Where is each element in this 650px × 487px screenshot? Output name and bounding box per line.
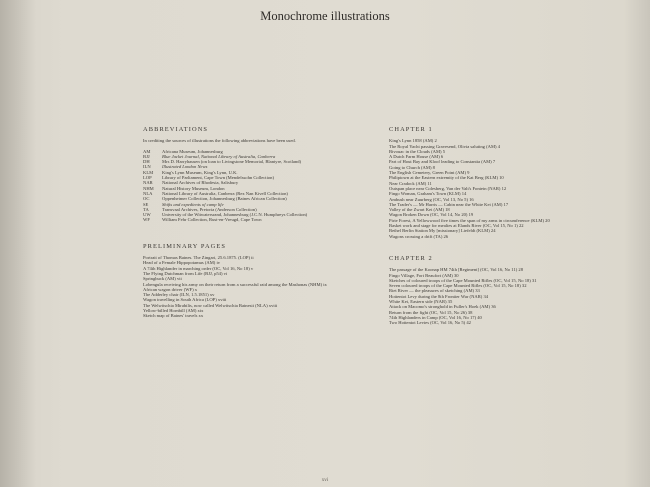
illustration-entry: Springbuck (AM) vii: [143, 276, 182, 282]
illustration-entry: Lobengula receiving his army on their return from a successful raid among the Mashonas (NHM) ix: [143, 281, 327, 287]
chapter-2-list: [389, 267, 639, 325]
abbreviations-intro: In crediting the sources of illustrations the following abbreviations have been used.: [143, 138, 296, 144]
abbreviation-code: NHM: [143, 185, 154, 191]
abbreviation-code: ILN: [143, 164, 151, 170]
abbreviation-code: WF: [143, 217, 150, 223]
abbreviation-description: Oppenheimer Collection, Johannesburg (Baines African Collection): [162, 196, 287, 202]
illustration-entry: Yellow-billed Hornbill (AM) xix: [143, 308, 204, 314]
right-column: [389, 127, 639, 326]
abbreviations-heading: ABBREVIATIONS: [143, 126, 209, 133]
illustration-entry: Portrait of Thomas Baines. The Zingari, 25.6.1875. (LOP) ii: [143, 255, 254, 261]
abbreviation-description: Mrs D. Harryhausen (on loan to Livingstone Memorial, Blantyre, Scotland): [162, 159, 302, 165]
illustration-entry: Hottentot Levy during the 8th Frontier War (NAR) 34: [389, 293, 489, 299]
abbreviation-description: National Library of Australia, Canberra (Rex Nan Kivell Collection): [162, 190, 288, 196]
illustration-entry: White Kei, Eastern side (NAR) 35: [389, 299, 453, 305]
illustration-entry: King's Lynn 1858 (AM) 2: [389, 138, 437, 144]
illustration-entry: Seven coloured troops of the Cape Mounted Rifles (OC, Vol 15, No 18) 32: [389, 283, 527, 289]
illustration-entry: African wagon driver (WF) x: [143, 286, 198, 292]
abbreviation-code: DH: [143, 159, 150, 165]
abbreviation-description: Blue Jacket Journal, National Library of Australia, Canberra: [162, 153, 276, 159]
page-number: xvi: [321, 478, 329, 483]
illustration-entry: Wagon travelling in South Africa (LOP) xviii: [143, 297, 227, 303]
abbreviation-description: Natural History Museum, London: [162, 185, 225, 191]
illustration-entry: The English Cemetery, Green Point (AM) 9: [389, 170, 470, 176]
illustration-entry: Going to Church (AM) 8: [389, 164, 435, 170]
illustration-entry: Bivouac in the Clouds (AM) 5: [389, 148, 446, 154]
illustration-entry: Part of Hout Bay and Kloof leading to Constantia (AM) 7: [389, 159, 496, 165]
abbreviation-row: [143, 217, 368, 222]
illustration-entry: Philiptown at the Eastern extremity of the Kat Berg (KLM) 10: [389, 175, 504, 181]
abbreviation-description: University of the Witwatersrand, Johannesburg (J.C.N. Humphreys Collection): [162, 212, 308, 218]
abbreviation-code: SE: [143, 201, 149, 207]
illustration-entry: Riet River — the pleasures of sketching (AM) 33: [389, 288, 480, 294]
illustration-entry: A Dutch Farm House (AM) 6: [389, 154, 444, 160]
illustration-entry: The Welwitschia Mirabilis, now called Welwitschia Bainesii (NLA) xviii: [143, 302, 278, 308]
illustration-entry: Basket work and stage for mealies at Elands River (OC, Vol 15, No 1) 22: [389, 223, 524, 229]
preliminary-list: [143, 255, 368, 319]
abbreviation-description: Library of Parliament, Cape Town (Mendelssohn Collection): [162, 175, 274, 181]
abbreviation-description: William Fehr Collection, Rust-en-Vreugd, Cape Town: [162, 217, 262, 223]
illustration-entry: Bethel Berlin Station My [missionary] Liefeldt (KLM) 24: [389, 228, 496, 234]
abbreviations-list: [143, 149, 368, 223]
chapter-1-list: [389, 138, 639, 239]
illustration-entry: Two Hottentot Levies (OC, Vol 16, No 5) 42: [389, 320, 471, 326]
illustration-entry: Near Cradock (AM) 11: [389, 180, 432, 186]
abbreviation-code: UW: [143, 212, 151, 218]
illustration-entry: Pirie Forest, A Yellowwood five times the span of my arms in circumference (KLM) 20: [389, 217, 550, 223]
illustration-entry: Wagon Broken Down (OC, Vol 14, No 20) 19: [389, 212, 474, 218]
preliminary-heading: PRELIMINARY PAGES: [143, 242, 227, 250]
page-title: Monochrome illustrations: [260, 9, 390, 23]
chapter-2-section: [389, 256, 639, 326]
illustration-entry: The Flying Dutchman from Life (BJJ, p54) vi: [143, 270, 228, 276]
abbreviation-code: NLA: [143, 190, 153, 196]
chapter-1-heading: CHAPTER 1: [389, 126, 433, 133]
abbreviation-description: Shifts and expedients of camp life: [162, 201, 224, 207]
illustration-entry: Outspan place near Colesberg, Van der Valt's Fontein (NAR) 12: [389, 185, 507, 191]
abbreviation-code: AM: [143, 148, 151, 154]
illustration-entry: The passage of the Koonap HM 74th [Regiment] (OC, Vol 16, No 11) 28: [389, 267, 524, 273]
abbreviation-description: Africana Museum, Johannesburg: [162, 148, 223, 154]
abbreviation-description: Transvaal Archives, Pretoria (Anderson Collection): [162, 206, 257, 212]
abbreviation-description: Illustrated London News: [162, 164, 208, 170]
abbreviation-code: TA: [143, 206, 149, 212]
illustration-entry: Head of a Female Hippopotamus (AM) iv: [143, 260, 221, 266]
illustration-entry: Return from the fight (OC, Vol 15, No 26) 38: [389, 309, 473, 315]
abbreviation-code: KLM: [143, 169, 154, 175]
illustration-entry: The Royal Yacht passing Gravesend, Olivia saluting (AM) 4: [389, 143, 500, 149]
abbreviation-code: NAR: [143, 180, 153, 186]
abbreviation-code: BJJ: [143, 153, 150, 159]
illustration-entry: Sketches of coloured troops of the Cape Mounted Rifles (OC, Vol 15, No 18) 31: [389, 277, 537, 283]
illustration-entry: Attack on Macomo's stronghold in Fuller's Hoek (AM) 36: [389, 304, 496, 310]
illustration-entry: The Trader's — Mr Harris — Cabin near the White Kei (AM) 17: [389, 201, 509, 207]
illustration-entry: The Adderley chair (ILN, 1.5.1851) xv: [143, 292, 215, 298]
illustration-entry: 74th Highlanders in Camp (OC, Vol 16, No 17) 40: [389, 314, 482, 320]
abbreviation-code: LOP: [143, 175, 152, 181]
illustration-entry: Fingo Woman, Graham's Town (KLM) 14: [389, 191, 467, 197]
page-gutter-shadow: [0, 0, 36, 487]
chapter-2-heading: CHAPTER 2: [389, 254, 433, 262]
illustration-entry: Ambush near Zuurberg (OC, Vol 13, No 5) 16: [389, 196, 474, 202]
illustration-entry: Wagons crossing a drift (TA) 26: [389, 233, 449, 239]
abbreviation-code: OC: [143, 196, 150, 202]
preliminary-section: [143, 244, 368, 319]
left-column: [143, 127, 368, 319]
abbreviation-description: National Archives of Rhodesia, Salisbury: [162, 180, 239, 186]
illustration-entry: A 74th Highlander in marching order (OC, Vol 16, No 18) v: [143, 265, 254, 271]
abbreviation-description: King's Lynn Museum, King's Lynn, U.K.: [162, 169, 238, 175]
illustration-entry: Sketch map of Baines' travels xx: [143, 313, 204, 319]
illustration-entry: Fingo Village, Fort Beaufort (AM) 30: [389, 272, 459, 278]
illustration-entry: Valley of the Zwart Kei (AM) 18: [389, 207, 450, 213]
